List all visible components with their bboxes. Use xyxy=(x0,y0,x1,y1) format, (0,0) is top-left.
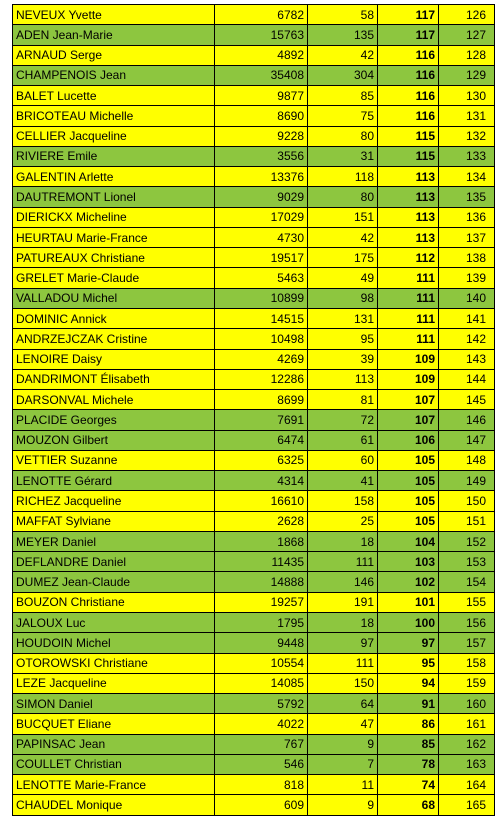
percentage-cell: 85 xyxy=(378,734,439,754)
player-name-cell: MOUZON Gilbert xyxy=(13,430,215,450)
points-cell: 6782 xyxy=(215,5,308,25)
player-name-cell: PAPINSAC Jean xyxy=(13,734,215,754)
percentage-cell: 117 xyxy=(378,5,439,25)
count-cell: 9 xyxy=(308,795,378,816)
player-name-cell: HOUDOIN Michel xyxy=(13,633,215,653)
points-cell: 16610 xyxy=(215,491,308,511)
rank-cell: 165 xyxy=(439,795,495,816)
points-cell: 4892 xyxy=(215,45,308,65)
player-name-cell: GRELET Marie-Claude xyxy=(13,268,215,288)
count-cell: 31 xyxy=(308,146,378,166)
rank-cell: 137 xyxy=(439,227,495,247)
count-cell: 118 xyxy=(308,167,378,187)
points-cell: 9448 xyxy=(215,633,308,653)
count-cell: 18 xyxy=(308,612,378,632)
count-cell: 39 xyxy=(308,349,378,369)
percentage-cell: 111 xyxy=(378,329,439,349)
table-row xyxy=(13,5,495,25)
rank-cell: 149 xyxy=(439,471,495,491)
table-row xyxy=(13,106,495,126)
points-cell: 1795 xyxy=(215,612,308,632)
rank-cell: 155 xyxy=(439,592,495,612)
count-cell: 135 xyxy=(308,25,378,45)
player-name-cell: CELLIER Jacqueline xyxy=(13,126,215,146)
points-cell: 818 xyxy=(215,775,308,795)
table-row xyxy=(13,450,495,470)
points-cell: 7691 xyxy=(215,410,308,430)
points-cell: 4269 xyxy=(215,349,308,369)
count-cell: 85 xyxy=(308,86,378,106)
percentage-cell: 106 xyxy=(378,430,439,450)
table-row xyxy=(13,754,495,774)
rank-cell: 138 xyxy=(439,248,495,268)
count-cell: 111 xyxy=(308,653,378,673)
count-cell: 64 xyxy=(308,694,378,714)
table-row xyxy=(13,146,495,166)
percentage-cell: 116 xyxy=(378,65,439,85)
table-row xyxy=(13,349,495,369)
rank-cell: 158 xyxy=(439,653,495,673)
count-cell: 304 xyxy=(308,65,378,85)
percentage-cell: 103 xyxy=(378,552,439,572)
points-cell: 17029 xyxy=(215,207,308,227)
player-name-cell: DANDRIMONT Élisabeth xyxy=(13,369,215,389)
count-cell: 61 xyxy=(308,430,378,450)
player-name-cell: DOMINIC Annick xyxy=(13,308,215,328)
percentage-cell: 116 xyxy=(378,86,439,106)
rank-cell: 150 xyxy=(439,491,495,511)
table-row xyxy=(13,65,495,85)
count-cell: 18 xyxy=(308,531,378,551)
table-row xyxy=(13,227,495,247)
table-row xyxy=(13,86,495,106)
percentage-cell: 86 xyxy=(378,714,439,734)
player-name-cell: DAUTREMONT Lionel xyxy=(13,187,215,207)
points-cell: 4730 xyxy=(215,227,308,247)
player-name-cell: OTOROWSKI Christiane xyxy=(13,653,215,673)
rank-cell: 131 xyxy=(439,106,495,126)
player-name-cell: CHAUDEL Monique xyxy=(13,795,215,816)
percentage-cell: 105 xyxy=(378,471,439,491)
player-name-cell: BALET Lucette xyxy=(13,86,215,106)
table-row xyxy=(13,369,495,389)
table-row xyxy=(13,126,495,146)
points-cell: 546 xyxy=(215,754,308,774)
rank-cell: 134 xyxy=(439,167,495,187)
rank-cell: 148 xyxy=(439,450,495,470)
percentage-cell: 104 xyxy=(378,531,439,551)
points-cell: 6325 xyxy=(215,450,308,470)
percentage-cell: 113 xyxy=(378,167,439,187)
table-row xyxy=(13,471,495,491)
player-name-cell: BRICOTEAU Michelle xyxy=(13,106,215,126)
percentage-cell: 94 xyxy=(378,673,439,693)
player-name-cell: DIERICKX Micheline xyxy=(13,207,215,227)
table-row xyxy=(13,491,495,511)
percentage-cell: 105 xyxy=(378,450,439,470)
rank-cell: 151 xyxy=(439,511,495,531)
count-cell: 175 xyxy=(308,248,378,268)
rank-cell: 163 xyxy=(439,754,495,774)
percentage-cell: 115 xyxy=(378,146,439,166)
points-cell: 6474 xyxy=(215,430,308,450)
rank-cell: 160 xyxy=(439,694,495,714)
percentage-cell: 117 xyxy=(378,25,439,45)
points-cell: 3556 xyxy=(215,146,308,166)
points-cell: 8699 xyxy=(215,390,308,410)
percentage-cell: 105 xyxy=(378,511,439,531)
percentage-cell: 113 xyxy=(378,187,439,207)
player-name-cell: CHAMPENOIS Jean xyxy=(13,65,215,85)
percentage-cell: 102 xyxy=(378,572,439,592)
count-cell: 60 xyxy=(308,450,378,470)
player-name-cell: SIMON Daniel xyxy=(13,694,215,714)
rank-cell: 130 xyxy=(439,86,495,106)
table-row xyxy=(13,430,495,450)
count-cell: 158 xyxy=(308,491,378,511)
table-row xyxy=(13,45,495,65)
player-name-cell: MAFFAT Sylviane xyxy=(13,511,215,531)
rank-cell: 143 xyxy=(439,349,495,369)
points-cell: 10899 xyxy=(215,288,308,308)
rank-cell: 154 xyxy=(439,572,495,592)
player-name-cell: JALOUX Luc xyxy=(13,612,215,632)
table-row xyxy=(13,734,495,754)
percentage-cell: 74 xyxy=(378,775,439,795)
rank-cell: 153 xyxy=(439,552,495,572)
table-row xyxy=(13,673,495,693)
player-name-cell: VALLADOU Michel xyxy=(13,288,215,308)
player-name-cell: BUCQUET Eliane xyxy=(13,714,215,734)
ranking-table xyxy=(12,4,495,816)
count-cell: 25 xyxy=(308,511,378,531)
percentage-cell: 97 xyxy=(378,633,439,653)
percentage-cell: 109 xyxy=(378,369,439,389)
rank-cell: 129 xyxy=(439,65,495,85)
table-row xyxy=(13,207,495,227)
player-name-cell: LEZE Jacqueline xyxy=(13,673,215,693)
rank-cell: 128 xyxy=(439,45,495,65)
points-cell: 5463 xyxy=(215,268,308,288)
rank-cell: 159 xyxy=(439,673,495,693)
percentage-cell: 112 xyxy=(378,248,439,268)
table-row xyxy=(13,592,495,612)
percentage-cell: 111 xyxy=(378,288,439,308)
points-cell: 767 xyxy=(215,734,308,754)
count-cell: 98 xyxy=(308,288,378,308)
points-cell: 10554 xyxy=(215,653,308,673)
rank-cell: 152 xyxy=(439,531,495,551)
player-name-cell: RIVIERE Emile xyxy=(13,146,215,166)
player-name-cell: GALENTIN Arlette xyxy=(13,167,215,187)
table-row xyxy=(13,531,495,551)
count-cell: 7 xyxy=(308,754,378,774)
table-row xyxy=(13,308,495,328)
player-name-cell: ANDRZEJCZAK Cristine xyxy=(13,329,215,349)
count-cell: 131 xyxy=(308,308,378,328)
player-name-cell: PATUREAUX Christiane xyxy=(13,248,215,268)
points-cell: 1868 xyxy=(215,531,308,551)
points-cell: 10498 xyxy=(215,329,308,349)
percentage-cell: 111 xyxy=(378,308,439,328)
player-name-cell: BOUZON Christiane xyxy=(13,592,215,612)
count-cell: 113 xyxy=(308,369,378,389)
table-row xyxy=(13,572,495,592)
percentage-cell: 109 xyxy=(378,349,439,369)
percentage-cell: 115 xyxy=(378,126,439,146)
count-cell: 95 xyxy=(308,329,378,349)
percentage-cell: 107 xyxy=(378,410,439,430)
points-cell: 14085 xyxy=(215,673,308,693)
percentage-cell: 91 xyxy=(378,694,439,714)
points-cell: 13376 xyxy=(215,167,308,187)
points-cell: 19257 xyxy=(215,592,308,612)
player-name-cell: HEURTAU Marie-France xyxy=(13,227,215,247)
points-cell: 19517 xyxy=(215,248,308,268)
points-cell: 9029 xyxy=(215,187,308,207)
rank-cell: 161 xyxy=(439,714,495,734)
points-cell: 15763 xyxy=(215,25,308,45)
points-cell: 4314 xyxy=(215,471,308,491)
count-cell: 58 xyxy=(308,5,378,25)
table-row xyxy=(13,167,495,187)
percentage-cell: 113 xyxy=(378,227,439,247)
table-row xyxy=(13,612,495,632)
rank-cell: 145 xyxy=(439,390,495,410)
player-name-cell: RICHEZ Jacqueline xyxy=(13,491,215,511)
percentage-cell: 68 xyxy=(378,795,439,816)
points-cell: 35408 xyxy=(215,65,308,85)
table-row xyxy=(13,268,495,288)
rank-cell: 126 xyxy=(439,5,495,25)
count-cell: 150 xyxy=(308,673,378,693)
percentage-cell: 107 xyxy=(378,390,439,410)
percentage-cell: 78 xyxy=(378,754,439,774)
rank-cell: 141 xyxy=(439,308,495,328)
count-cell: 11 xyxy=(308,775,378,795)
count-cell: 191 xyxy=(308,592,378,612)
rank-cell: 139 xyxy=(439,268,495,288)
table-row xyxy=(13,714,495,734)
points-cell: 9877 xyxy=(215,86,308,106)
table-row xyxy=(13,633,495,653)
count-cell: 41 xyxy=(308,471,378,491)
rank-cell: 157 xyxy=(439,633,495,653)
table-row xyxy=(13,775,495,795)
count-cell: 49 xyxy=(308,268,378,288)
points-cell: 5792 xyxy=(215,694,308,714)
player-name-cell: ADEN Jean-Marie xyxy=(13,25,215,45)
table-row xyxy=(13,248,495,268)
percentage-cell: 95 xyxy=(378,653,439,673)
player-name-cell: LENOTTE Gérard xyxy=(13,471,215,491)
rank-cell: 135 xyxy=(439,187,495,207)
player-name-cell: VETTIER Suzanne xyxy=(13,450,215,470)
player-name-cell: NEVEUX Yvette xyxy=(13,5,215,25)
count-cell: 97 xyxy=(308,633,378,653)
count-cell: 80 xyxy=(308,187,378,207)
count-cell: 47 xyxy=(308,714,378,734)
rank-cell: 156 xyxy=(439,612,495,632)
table-row xyxy=(13,653,495,673)
rank-cell: 133 xyxy=(439,146,495,166)
count-cell: 80 xyxy=(308,126,378,146)
table-row xyxy=(13,552,495,572)
table-row xyxy=(13,187,495,207)
ranking-table-body xyxy=(13,5,495,816)
player-name-cell: DUMEZ Jean-Claude xyxy=(13,572,215,592)
rank-cell: 164 xyxy=(439,775,495,795)
count-cell: 81 xyxy=(308,390,378,410)
player-name-cell: LENOIRE Daisy xyxy=(13,349,215,369)
points-cell: 12286 xyxy=(215,369,308,389)
table-row xyxy=(13,694,495,714)
count-cell: 75 xyxy=(308,106,378,126)
player-name-cell: PLACIDE Georges xyxy=(13,410,215,430)
rank-cell: 146 xyxy=(439,410,495,430)
table-row xyxy=(13,511,495,531)
rank-cell: 140 xyxy=(439,288,495,308)
rank-cell: 127 xyxy=(439,25,495,45)
points-cell: 11435 xyxy=(215,552,308,572)
table-row xyxy=(13,410,495,430)
points-cell: 4022 xyxy=(215,714,308,734)
percentage-cell: 101 xyxy=(378,592,439,612)
player-name-cell: LENOTTE Marie-France xyxy=(13,775,215,795)
points-cell: 8690 xyxy=(215,106,308,126)
percentage-cell: 111 xyxy=(378,268,439,288)
count-cell: 9 xyxy=(308,734,378,754)
percentage-cell: 105 xyxy=(378,491,439,511)
table-row xyxy=(13,329,495,349)
rank-cell: 162 xyxy=(439,734,495,754)
percentage-cell: 100 xyxy=(378,612,439,632)
count-cell: 146 xyxy=(308,572,378,592)
count-cell: 42 xyxy=(308,227,378,247)
player-name-cell: MEYER Daniel xyxy=(13,531,215,551)
points-cell: 9228 xyxy=(215,126,308,146)
points-cell: 2628 xyxy=(215,511,308,531)
points-cell: 14888 xyxy=(215,572,308,592)
player-name-cell: DARSONVAL Michele xyxy=(13,390,215,410)
table-row xyxy=(13,390,495,410)
player-name-cell: DEFLANDRE Daniel xyxy=(13,552,215,572)
rank-cell: 147 xyxy=(439,430,495,450)
player-name-cell: COULLET Christian xyxy=(13,754,215,774)
count-cell: 42 xyxy=(308,45,378,65)
player-name-cell: ARNAUD Serge xyxy=(13,45,215,65)
percentage-cell: 116 xyxy=(378,106,439,126)
count-cell: 72 xyxy=(308,410,378,430)
points-cell: 14515 xyxy=(215,308,308,328)
count-cell: 111 xyxy=(308,552,378,572)
points-cell: 609 xyxy=(215,795,308,816)
percentage-cell: 116 xyxy=(378,45,439,65)
rank-cell: 132 xyxy=(439,126,495,146)
percentage-cell: 113 xyxy=(378,207,439,227)
table-row xyxy=(13,288,495,308)
table-row xyxy=(13,25,495,45)
table-row xyxy=(13,795,495,816)
count-cell: 151 xyxy=(308,207,378,227)
rank-cell: 144 xyxy=(439,369,495,389)
rank-cell: 142 xyxy=(439,329,495,349)
rank-cell: 136 xyxy=(439,207,495,227)
